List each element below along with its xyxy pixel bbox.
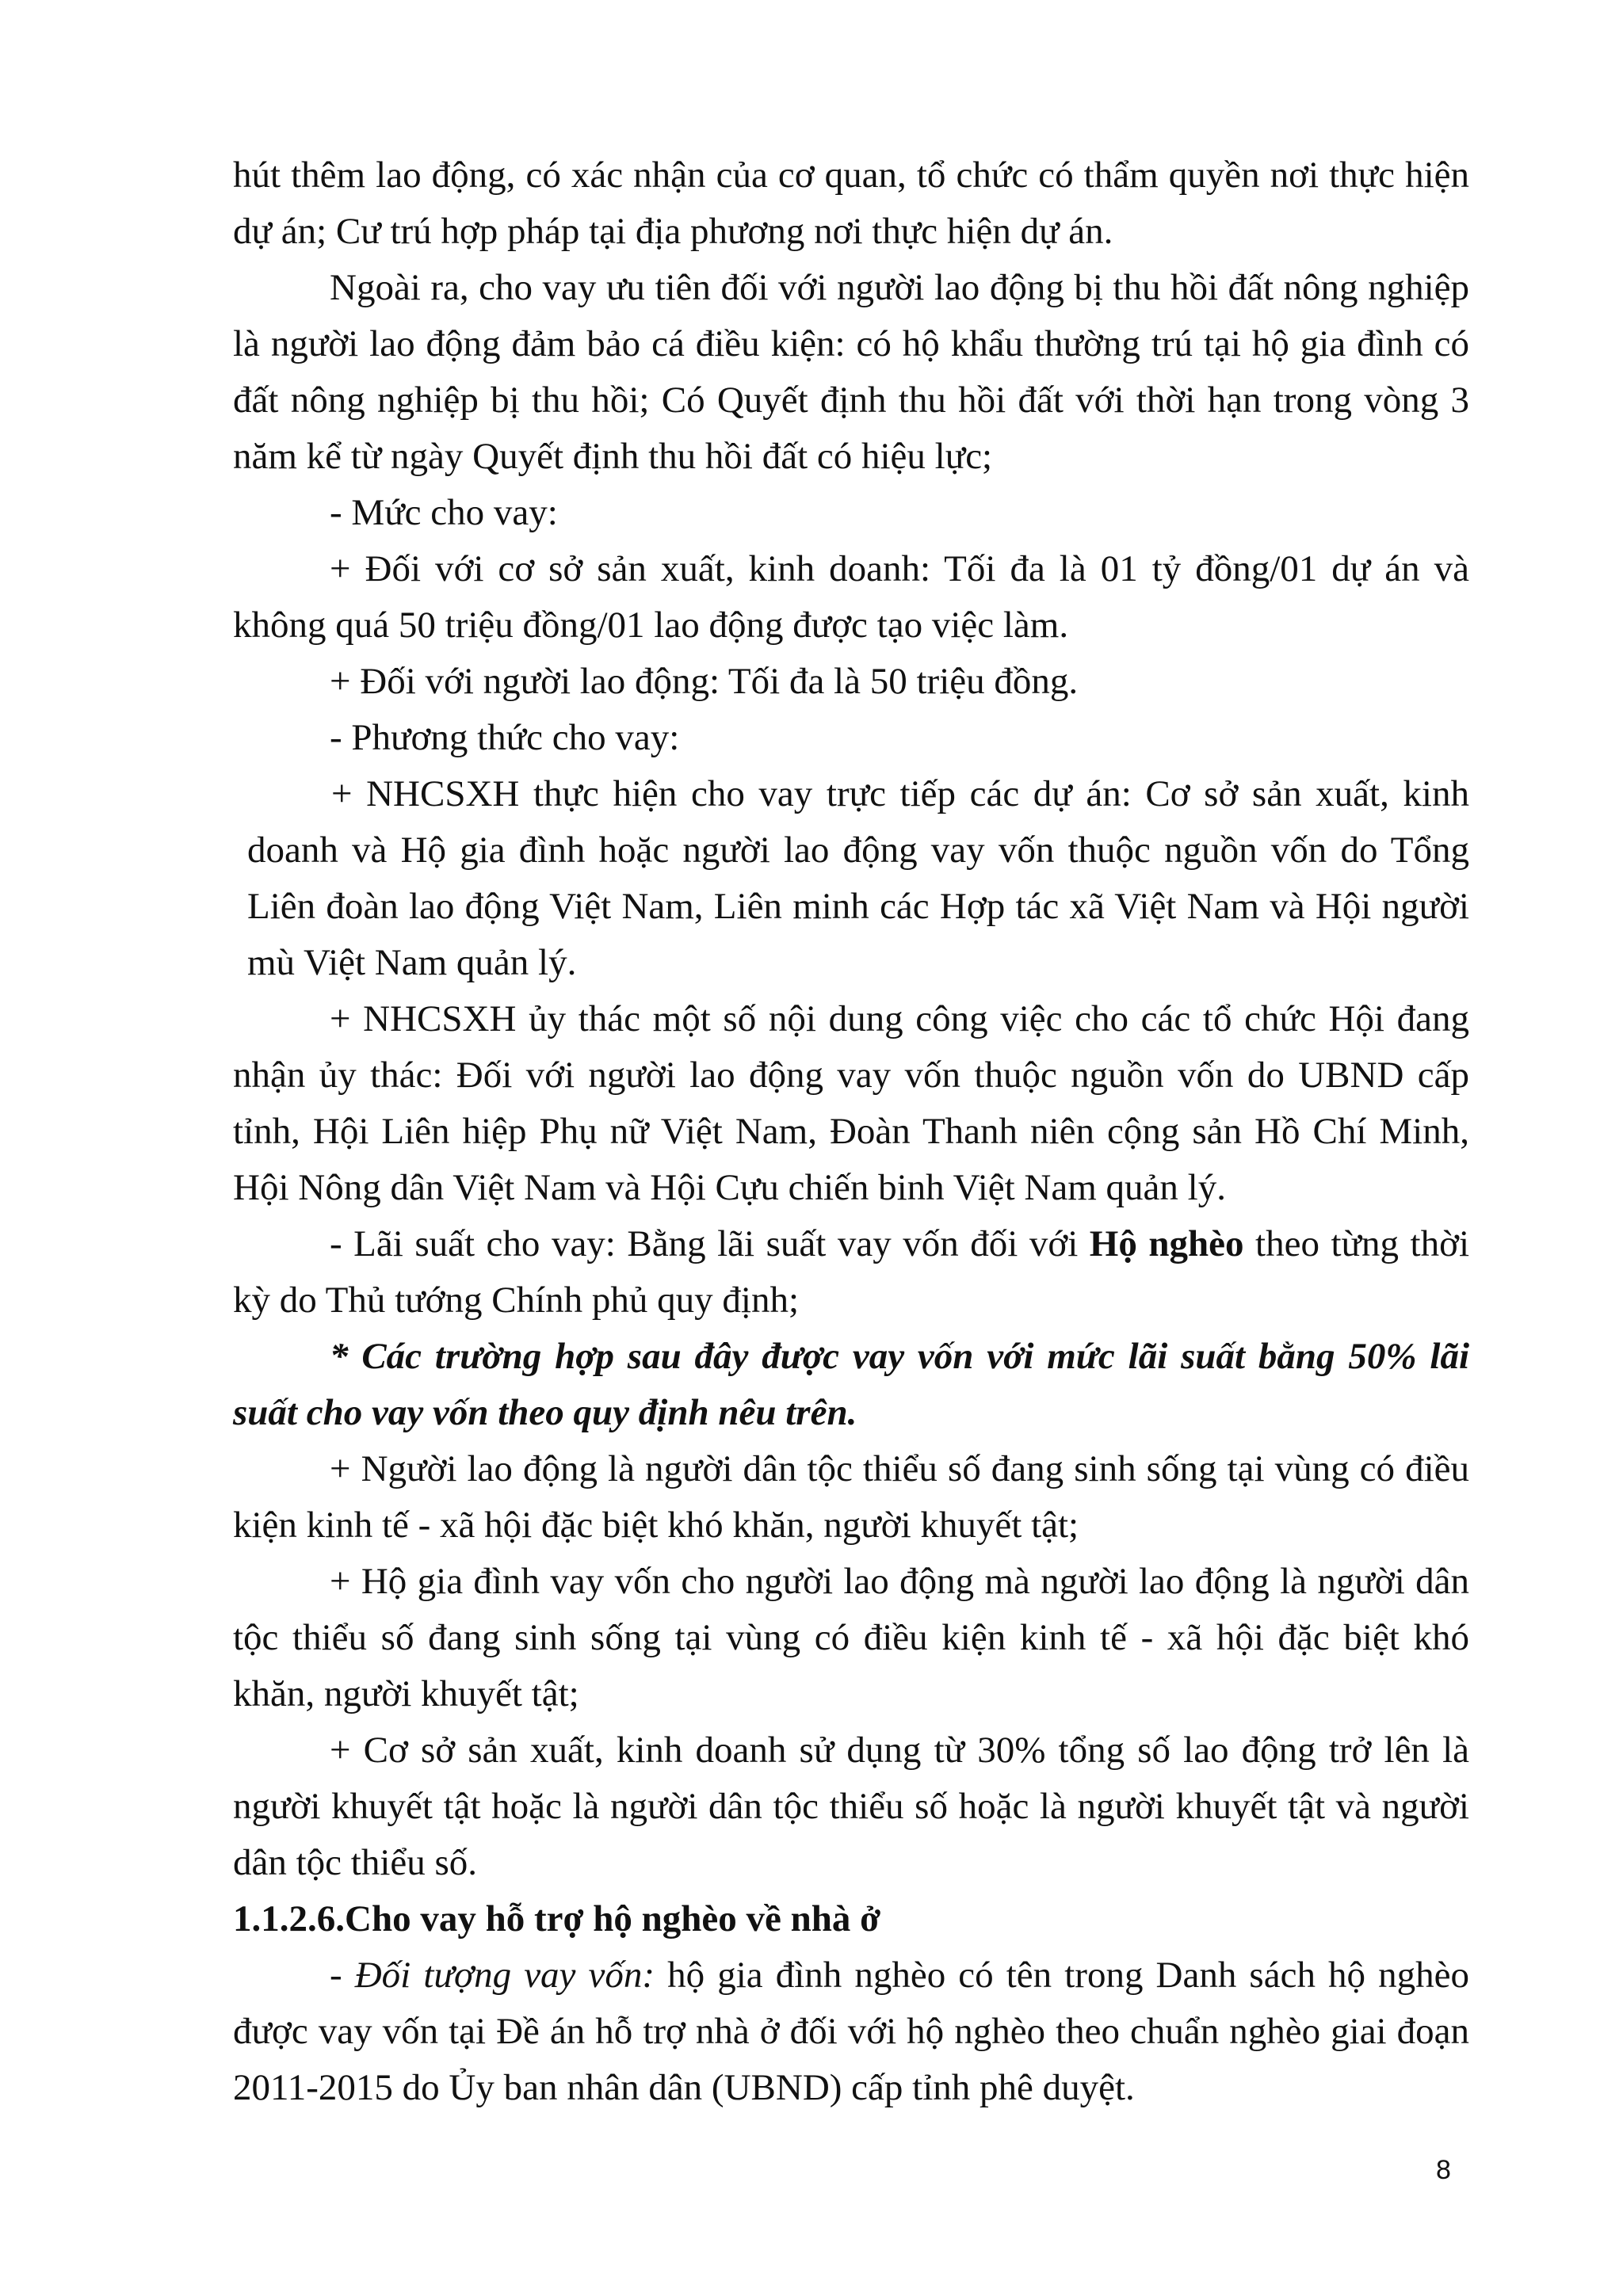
paragraph-continuation: hút thêm lao động, có xác nhận của cơ quan, tổ chức có thẩm quyền nơi thực hiện dự án; Cư trú hợp pháp tại địa phương nơi thực hiện dự án. bbox=[233, 154, 1469, 252]
loan-method-direct: + NHCSXH thực hiện cho vay trực tiếp các dự án: Cơ sở sản xuất, kinh doanh và Hộ gia đình hoặc người lao động vay vốn thuộc nguồn vốn do Tổng Liên đoàn lao động Việt Nam, Liên minh các Hợp tác xã Việt Nam và Hội người mù Việt Nam quản lý. bbox=[247, 773, 1469, 983]
interest-rate-text-1: - Lãi suất cho vay: Bằng lãi suất vay vốn đối với bbox=[330, 1223, 1090, 1264]
poor-household-emphasis: Hộ nghèo bbox=[1089, 1223, 1244, 1264]
loan-amount-label: - Mức cho vay: bbox=[330, 492, 558, 533]
body-text bbox=[233, 147, 1469, 2116]
loan-method-entrusted: + NHCSXH ủy thác một số nội dung công việc cho các tổ chức Hội đang nhận ủy thác: Đối với người lao động vay vốn thuộc nguồn vốn do UBND cấp tỉnh, Hội Liên hiệp Phụ nữ Việt Nam, Đoàn Thanh niên cộng sản Hồ Chí Minh, Hội Nông dân Việt Nam và Hội Cựu chiến binh Việt Nam quản lý. bbox=[233, 998, 1469, 1208]
loan-amount-business: + Đối với cơ sở sản xuất, kinh doanh: Tối đa là 01 tỷ đồng/01 dự án và không quá 50 triệu đồng/01 lao động được tạo việc làm. bbox=[233, 548, 1469, 646]
loan-method-label: - Phương thức cho vay: bbox=[330, 717, 680, 758]
paragraph-priority-loans: Ngoài ra, cho vay ưu tiên đối với người lao động bị thu hồi đất nông nghiệp là người lao động đảm bảo cá điều kiện: có hộ khẩu thường trú tại hộ gia đình có đất nông nghiệp bị thu hồi; Có Quyết định thu hồi đất với thời hạn trong vòng 3 năm kể từ ngày Quyết định thu hồi đất có hiệu lực; bbox=[233, 267, 1469, 477]
borrower-eligibility-paragraph bbox=[233, 1947, 1469, 2116]
reduced-rate-note: * Các trường hợp sau đây được vay vốn với mức lãi suất bằng 50% lãi suất cho vay vốn theo quy định nêu trên. bbox=[233, 1336, 1469, 1433]
page-number: 8 bbox=[1436, 2155, 1451, 2185]
reduced-rate-case-3: + Cơ sở sản xuất, kinh doanh sử dụng từ 30% tổng số lao động trở lên là người khuyết tật hoặc là người dân tộc thiểu số hoặc là người khuyết tật và người dân tộc thiểu số. bbox=[233, 1730, 1469, 1883]
reduced-rate-case-1: + Người lao động là người dân tộc thiểu số đang sinh sống tại vùng có điều kiện kinh tế - xã hội đặc biệt khó khăn, người khuyết tật; bbox=[233, 1448, 1469, 1546]
borrower-eligibility-text: hộ gia đình nghèo có tên trong Danh sách hộ nghèo được vay vốn tại Đề án hỗ trợ nhà ở đối với hộ nghèo theo chuẩn nghèo giai đoạn 2011-2015 do Ủy ban nhân dân (UBND) cấp tỉnh phê duyệt. bbox=[233, 1955, 1469, 2108]
section-heading: 1.1.2.6.Cho vay hỗ trợ hộ nghèo về nhà ở bbox=[233, 1898, 881, 1939]
interest-rate-paragraph bbox=[233, 1216, 1469, 1329]
borrower-eligibility-label: - Đối tượng vay vốn: bbox=[330, 1955, 655, 1996]
loan-amount-worker: + Đối với người lao động: Tối đa là 50 triệu đồng. bbox=[330, 661, 1079, 702]
interest-rate-text-2: theo từng thời kỳ do Thủ tướng Chính phủ quy định; bbox=[233, 1223, 1470, 1321]
reduced-rate-case-2: + Hộ gia đình vay vốn cho người lao động mà người lao động là người dân tộc thiểu số đang sinh sống tại vùng có điều kiện kinh tế - xã hội đặc biệt khó khăn, người khuyết tật; bbox=[233, 1561, 1469, 1714]
